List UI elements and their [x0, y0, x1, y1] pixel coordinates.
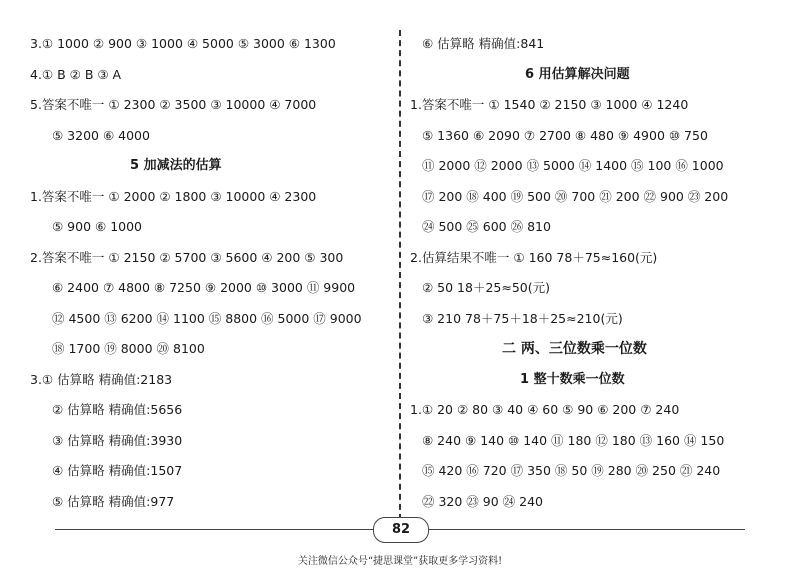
answer-line: ㉒ 320 ㉓ 90 ㉔ 240: [422, 494, 543, 509]
answer-line: ⑫ 4500 ⑬ 6200 ⑭ 1100 ⑮ 8800 ⑯ 5000 ⑰ 9000: [52, 311, 362, 326]
answer-line: 3.① 估算略 精确值:2183: [30, 372, 173, 387]
answer-line: ⑤ 3200 ⑥ 4000: [52, 128, 150, 143]
answer-line: ⑥ 2400 ⑦ 4800 ⑧ 7250 ⑨ 2000 ⑩ 3000 ⑪ 9900: [52, 280, 356, 295]
section-heading: 6 用估算解决问题: [525, 67, 630, 82]
answer-line: ③ 估算略 精确值:3930: [52, 433, 183, 448]
section-heading: 1 整十数乘一位数: [520, 372, 625, 387]
answer-line: 1.① 20 ② 80 ③ 40 ④ 60 ⑤ 90 ⑥ 200 ⑦ 240: [410, 402, 680, 417]
answer-line: ③ 210 78＋75＋18＋25≈210(元): [422, 311, 623, 326]
answer-line: ⑰ 200 ⑱ 400 ⑲ 500 ⑳ 700 ㉑ 200 ㉒ 900 ㉓ 200: [422, 189, 729, 204]
answer-line: ⑧ 240 ⑨ 140 ⑩ 140 ⑪ 180 ⑫ 180 ⑬ 160 ⑭ 150: [422, 433, 725, 448]
answer-line: 2.估算结果不唯一 ① 160 78＋75≈160(元): [410, 250, 658, 265]
answer-line: 1.答案不唯一 ① 2000 ② 1800 ③ 10000 ④ 2300: [30, 189, 317, 204]
answer-line: ② 50 18＋25≈50(元): [422, 280, 551, 295]
footer-rule-left: [55, 529, 373, 530]
answer-line: 3.① 1000 ② 900 ③ 1000 ④ 5000 ⑤ 3000 ⑥ 1300: [30, 36, 336, 51]
answer-line: 4.① B ② B ③ A: [30, 67, 122, 82]
answer-line: ⑪ 2000 ⑫ 2000 ⑬ 5000 ⑭ 1400 ⑮ 100 ⑯ 1000: [422, 158, 724, 173]
answer-line: ⑤ 900 ⑥ 1000: [52, 219, 143, 234]
chapter-heading: 二 两、三位数乘一位数: [502, 341, 647, 357]
answer-line: ⑥ 估算略 精确值:841: [422, 36, 545, 51]
answer-line: ⑤ 1360 ⑥ 2090 ⑦ 2700 ⑧ 480 ⑨ 4900 ⑩ 750: [422, 128, 708, 143]
answer-line: ④ 估算略 精确值:1507: [52, 463, 183, 478]
answer-line: ② 估算略 精确值:5656: [52, 402, 183, 417]
column-divider: [399, 30, 401, 520]
page-number: 82: [373, 517, 429, 543]
answer-line: ⑱ 1700 ⑲ 8000 ⑳ 8100: [52, 341, 205, 356]
answer-line: ⑤ 估算略 精确值:977: [52, 494, 175, 509]
footer-rule-right: [427, 529, 745, 530]
answer-line: ⑮ 420 ⑯ 720 ⑰ 350 ⑱ 50 ⑲ 280 ⑳ 250 ㉑ 240: [422, 463, 721, 478]
section-heading: 5 加减法的估算: [130, 158, 222, 173]
answer-line: 1.答案不唯一 ① 1540 ② 2150 ③ 1000 ④ 1240: [410, 97, 689, 112]
footer-note: 关注微信公众号“捷思课堂”获取更多学习资料!: [297, 556, 503, 567]
answer-line: 5.答案不唯一 ① 2300 ② 3500 ③ 10000 ④ 7000: [30, 97, 317, 112]
answer-line: 2.答案不唯一 ① 2150 ② 5700 ③ 5600 ④ 200 ⑤ 300: [30, 250, 344, 265]
answer-line: ㉔ 500 ㉕ 600 ㉖ 810: [422, 219, 551, 234]
